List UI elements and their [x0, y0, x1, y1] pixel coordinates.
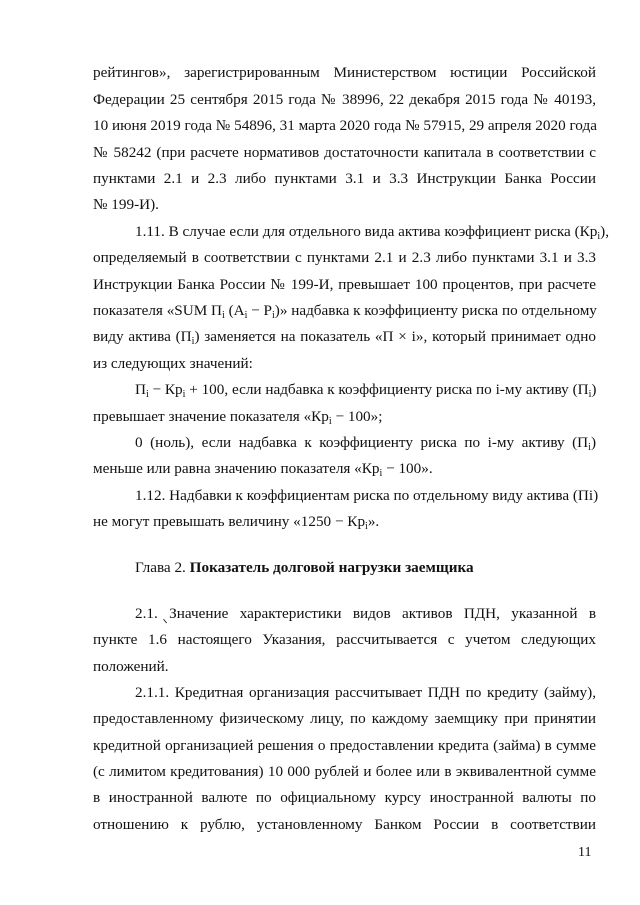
text-line: 10 июня 2019 года № 54896, 31 марта 2020 года № 57915, 29 апреля 2020 года — [93, 117, 597, 134]
text-line: отношению к рублю, установленному Банком России в соответствии — [93, 816, 596, 833]
text-line: превышает значение показателя «$Кр_i - 100$»; — [93, 408, 383, 427]
text-line: 0 (ноль), если надбавка к коэффициенту риска по i-му активу $(П_i)$ — [135, 434, 596, 453]
text-line: 2.1.1. Кредитная организация рассчитывает ПДН по кредиту (займу), — [135, 684, 596, 701]
text-line: кредитной организацией решения о предоставлении кредита (займа) в сумме — [93, 737, 596, 754]
text-line: 1.11. В случае если для отдельного вида актива коэффициент риска $(Кр_i)$, — [135, 223, 610, 242]
text-line: Федерации 25 сентября 2015 года № 38996, 22 декабря 2015 года № 40193, — [93, 91, 596, 108]
text-line: из следующих значений: — [93, 355, 253, 372]
text-line: пунктами 2.1 и 2.3 либо пунктами 3.1 и 3.3 Инструкции Банка России — [93, 170, 596, 187]
text-line: рейтингов», зарегистрированным Министерством юстиции Российской — [93, 64, 596, 81]
text-line: предоставленному физическому лицу, по каждому заемщику при принятии — [93, 710, 596, 727]
text-line: 2.1. Значение характеристики видов активов ПДН, указанной в — [135, 605, 596, 622]
text-line: положений. — [93, 658, 169, 675]
text-line: № 58242 (при расчете нормативов достаточности капитала в соответствии с — [93, 144, 596, 161]
text-line: не могут превышать величину «$1250 - Кр_i$». — [93, 513, 380, 532]
text-line: $П_i - Кр_i + 100$, если надбавка к коэффициенту риска по i-му активу $(П_i)$ — [135, 381, 597, 400]
text-line: 1.12. Надбавки к коэффициентам риска по отдельному виду актива (Пi) — [135, 487, 599, 504]
text-line: пункте 1.6 настоящего Указания, рассчитывается с учетом следующих — [93, 631, 596, 648]
chapter-heading: Глава 2. Показатель долговой нагрузки заемщика — [135, 559, 474, 576]
page-number: 11 — [578, 845, 592, 860]
text-line: меньше или равна значению показателя «$Кр_i - 100$». — [93, 460, 433, 479]
text-line: № 199-И). — [93, 196, 159, 213]
text-line: определяемый в соответствии с пунктами 2.1 и 2.3 либо пунктами 3.1 и 3.3 — [93, 249, 596, 266]
text-line: в иностранной валюте по официальному курсу иностранной валюты по — [93, 789, 596, 806]
text-line: (с лимитом кредитования) 10 000 рублей и более или в эквивалентной сумме — [93, 763, 596, 780]
text-line: Инструкции Банка России № 199-И, превышает 100 процентов, при расчете — [93, 276, 596, 293]
text-line: показателя «SUM $П_i$ $(A_i - P_i)$» надбавка к коэффициенту риска по отдельному — [93, 302, 597, 321]
text-line: виду актива $(П_i)$ заменяется на показатель «П × i», который принимает одно — [93, 328, 596, 347]
